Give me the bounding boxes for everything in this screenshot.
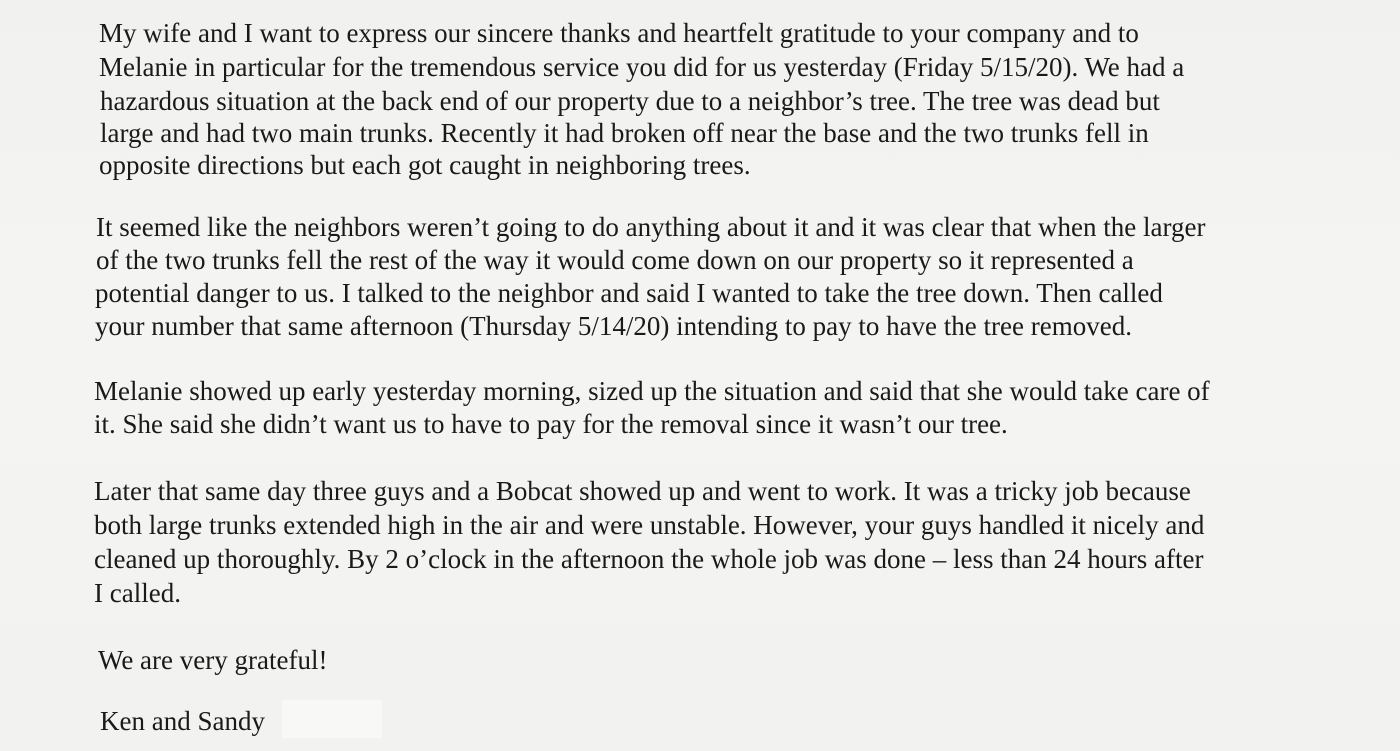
paragraph-4-line: both large trunks extended high in the air and were unstable. However, your guys handled it nicely and bbox=[94, 510, 1205, 540]
paragraph-2-line: your number that same afternoon (Thursday 5/14/20) intending to pay to have the tree removed. bbox=[95, 311, 1132, 341]
redacted-surname-area bbox=[282, 700, 382, 738]
signature: Ken and Sandy bbox=[100, 706, 265, 736]
closing-line: We are very grateful! bbox=[98, 645, 328, 675]
paragraph-2-line: potential danger to us. I talked to the neighbor and said I wanted to take the tree down. Then called bbox=[95, 278, 1163, 308]
paragraph-1-line: opposite directions but each got caught in neighboring trees. bbox=[99, 150, 751, 180]
paragraph-4-line: I called. bbox=[94, 578, 181, 608]
paragraph-2-line: It seemed like the neighbors weren’t going to do anything about it and it was clear that when the larger bbox=[96, 212, 1206, 242]
paragraph-2-line: of the two trunks fell the rest of the way it would come down on our property so it represented a bbox=[96, 245, 1134, 275]
paragraph-1-line: My wife and I want to express our sincere thanks and heartfelt gratitude to your company and to bbox=[99, 18, 1139, 48]
paragraph-4-line: cleaned up thoroughly. By 2 o’clock in the afternoon the whole job was done – less than 24 hours after bbox=[94, 544, 1204, 574]
paragraph-1-line: Melanie in particular for the tremendous service you did for us yesterday (Friday 5/15/20). We had a bbox=[99, 52, 1185, 82]
paragraph-3-line: Melanie showed up early yesterday morning, sized up the situation and said that she would take care of bbox=[94, 376, 1210, 406]
paragraph-3-line: it. She said she didn’t want us to have to pay for the removal since it wasn’t our tree. bbox=[94, 409, 1008, 439]
paragraph-1-line: large and had two main trunks. Recently it had broken off near the base and the two trunks fell in bbox=[100, 118, 1149, 148]
paragraph-4-line: Later that same day three guys and a Bobcat showed up and went to work. It was a tricky job because bbox=[94, 476, 1191, 506]
paragraph-1-line: hazardous situation at the back end of our property due to a neighbor’s tree. The tree was dead but bbox=[100, 86, 1160, 116]
